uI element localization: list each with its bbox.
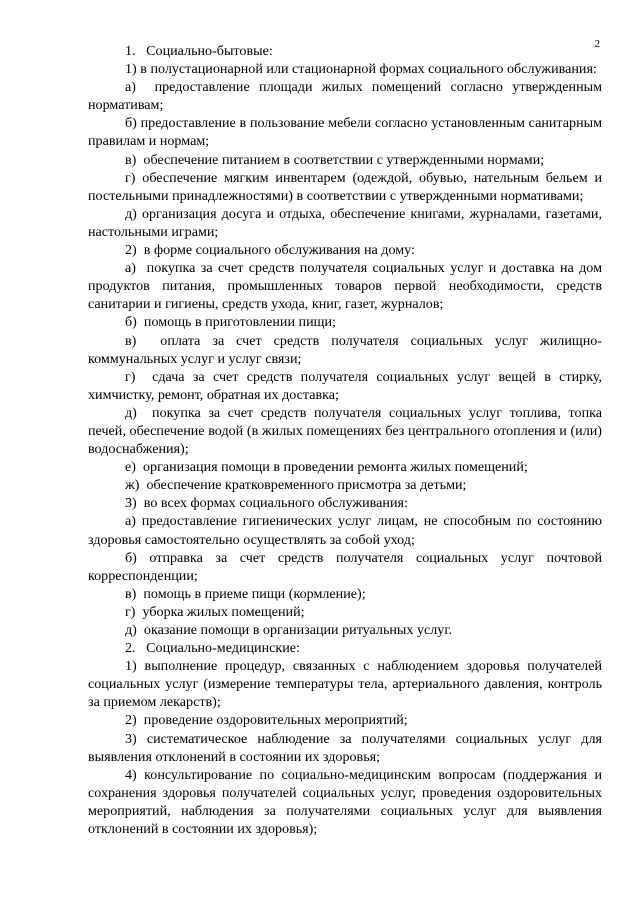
paragraph: б) помощь в приготовлении пищи; — [125, 314, 336, 331]
paragraph: 1) выполнение процедур, связанных с наблюдением здоровья получателей социальных услуг (измерение температуры тела, артериального давления, контроль за приемом лекарств); — [88, 658, 602, 711]
paragraph: д) покупка за счет средств получателя социальных услуг топлива, топка печей, обеспечение водой (в жилых помещениях без центрального отопления и (или) водоснабжения); — [88, 404, 602, 458]
paragraph: б) предоставление в пользование мебели согласно установленным санитарным правилам и нормам; — [88, 115, 602, 150]
paragraph: 2. Социально-медицинские: — [125, 640, 300, 657]
paragraph: а) предоставление гигиенических услуг лицам, не способным по состоянию здоровья самостоятельно осуществлять за собой уход; — [88, 513, 602, 548]
paragraph: 1. Социально-бытовые: — [125, 43, 273, 59]
paragraph: е) организация помощи в проведении ремонта жилых помещений; — [125, 459, 528, 476]
paragraph: а) предоставление площади жилых помещений согласно утвержденным нормативам; — [88, 79, 602, 114]
paragraph: г) уборка жилых помещений; — [125, 603, 305, 620]
paragraph: в) обеспечение питанием в соответствии с утвержденными нормами; — [125, 151, 545, 168]
paragraph: 2) проведение оздоровительных мероприятий; — [125, 712, 408, 729]
paragraph: в) помощь в приеме пищи (кормление); — [125, 585, 366, 602]
paragraph: г) сдача за счет средств получателя социальных услуг вещей в стирку, химчистку, ремонт, обратная их доставка; — [88, 368, 602, 403]
document-body — [88, 42, 602, 838]
paragraph: г) обеспечение мягким инвентарем (одеждой, обувью, нательным бельем и постельными принадлежностями) в соответствии с утвержденными нормативами; — [88, 169, 602, 204]
paragraph: 3) систематическое наблюдение за получателями социальных услуг для выявления отклонений в состоянии их здоровья; — [88, 730, 602, 765]
paragraph: 4) консультирование по социально-медицинским вопросам (поддержания и сохранения здоровья получателей социальных услуг, проведения оздоровительных мероприятий, наблюдения за получателями социальных услуг для выявления отклонений в состоянии их здоровья); — [88, 766, 602, 838]
paragraph: 2) в форме социального обслуживания на дому: — [125, 242, 415, 259]
paragraph: в) оплата за счет средств получателя социальных услуг жилищно-коммунальных услуг и услуг связи; — [88, 332, 602, 367]
paragraph: 3) во всех формах социального обслуживания: — [125, 495, 408, 512]
paragraph: б) отправка за счет средств получателя социальных услуг почтовой корреспонденции; — [88, 549, 602, 584]
page-number: 2 — [594, 38, 600, 50]
paragraph: д) оказание помощи в организации ритуальных услуг. — [125, 622, 453, 638]
paragraph: ж) обеспечение кратковременного присмотра за детьми; — [125, 477, 467, 494]
paragraph: а) покупка за счет средств получателя социальных услуг и доставка на дом продуктов питания, промышленных товаров первой необходимости, средств санитарии и гигиены, средств ухода, книг, газет, журналов; — [88, 260, 602, 313]
paragraph: 1) в полустационарной или стационарной формах социального обслуживания: — [125, 61, 597, 78]
paragraph: д) организация досуга и отдыха, обеспечение книгами, журналами, газетами, настольными играми; — [88, 205, 602, 240]
